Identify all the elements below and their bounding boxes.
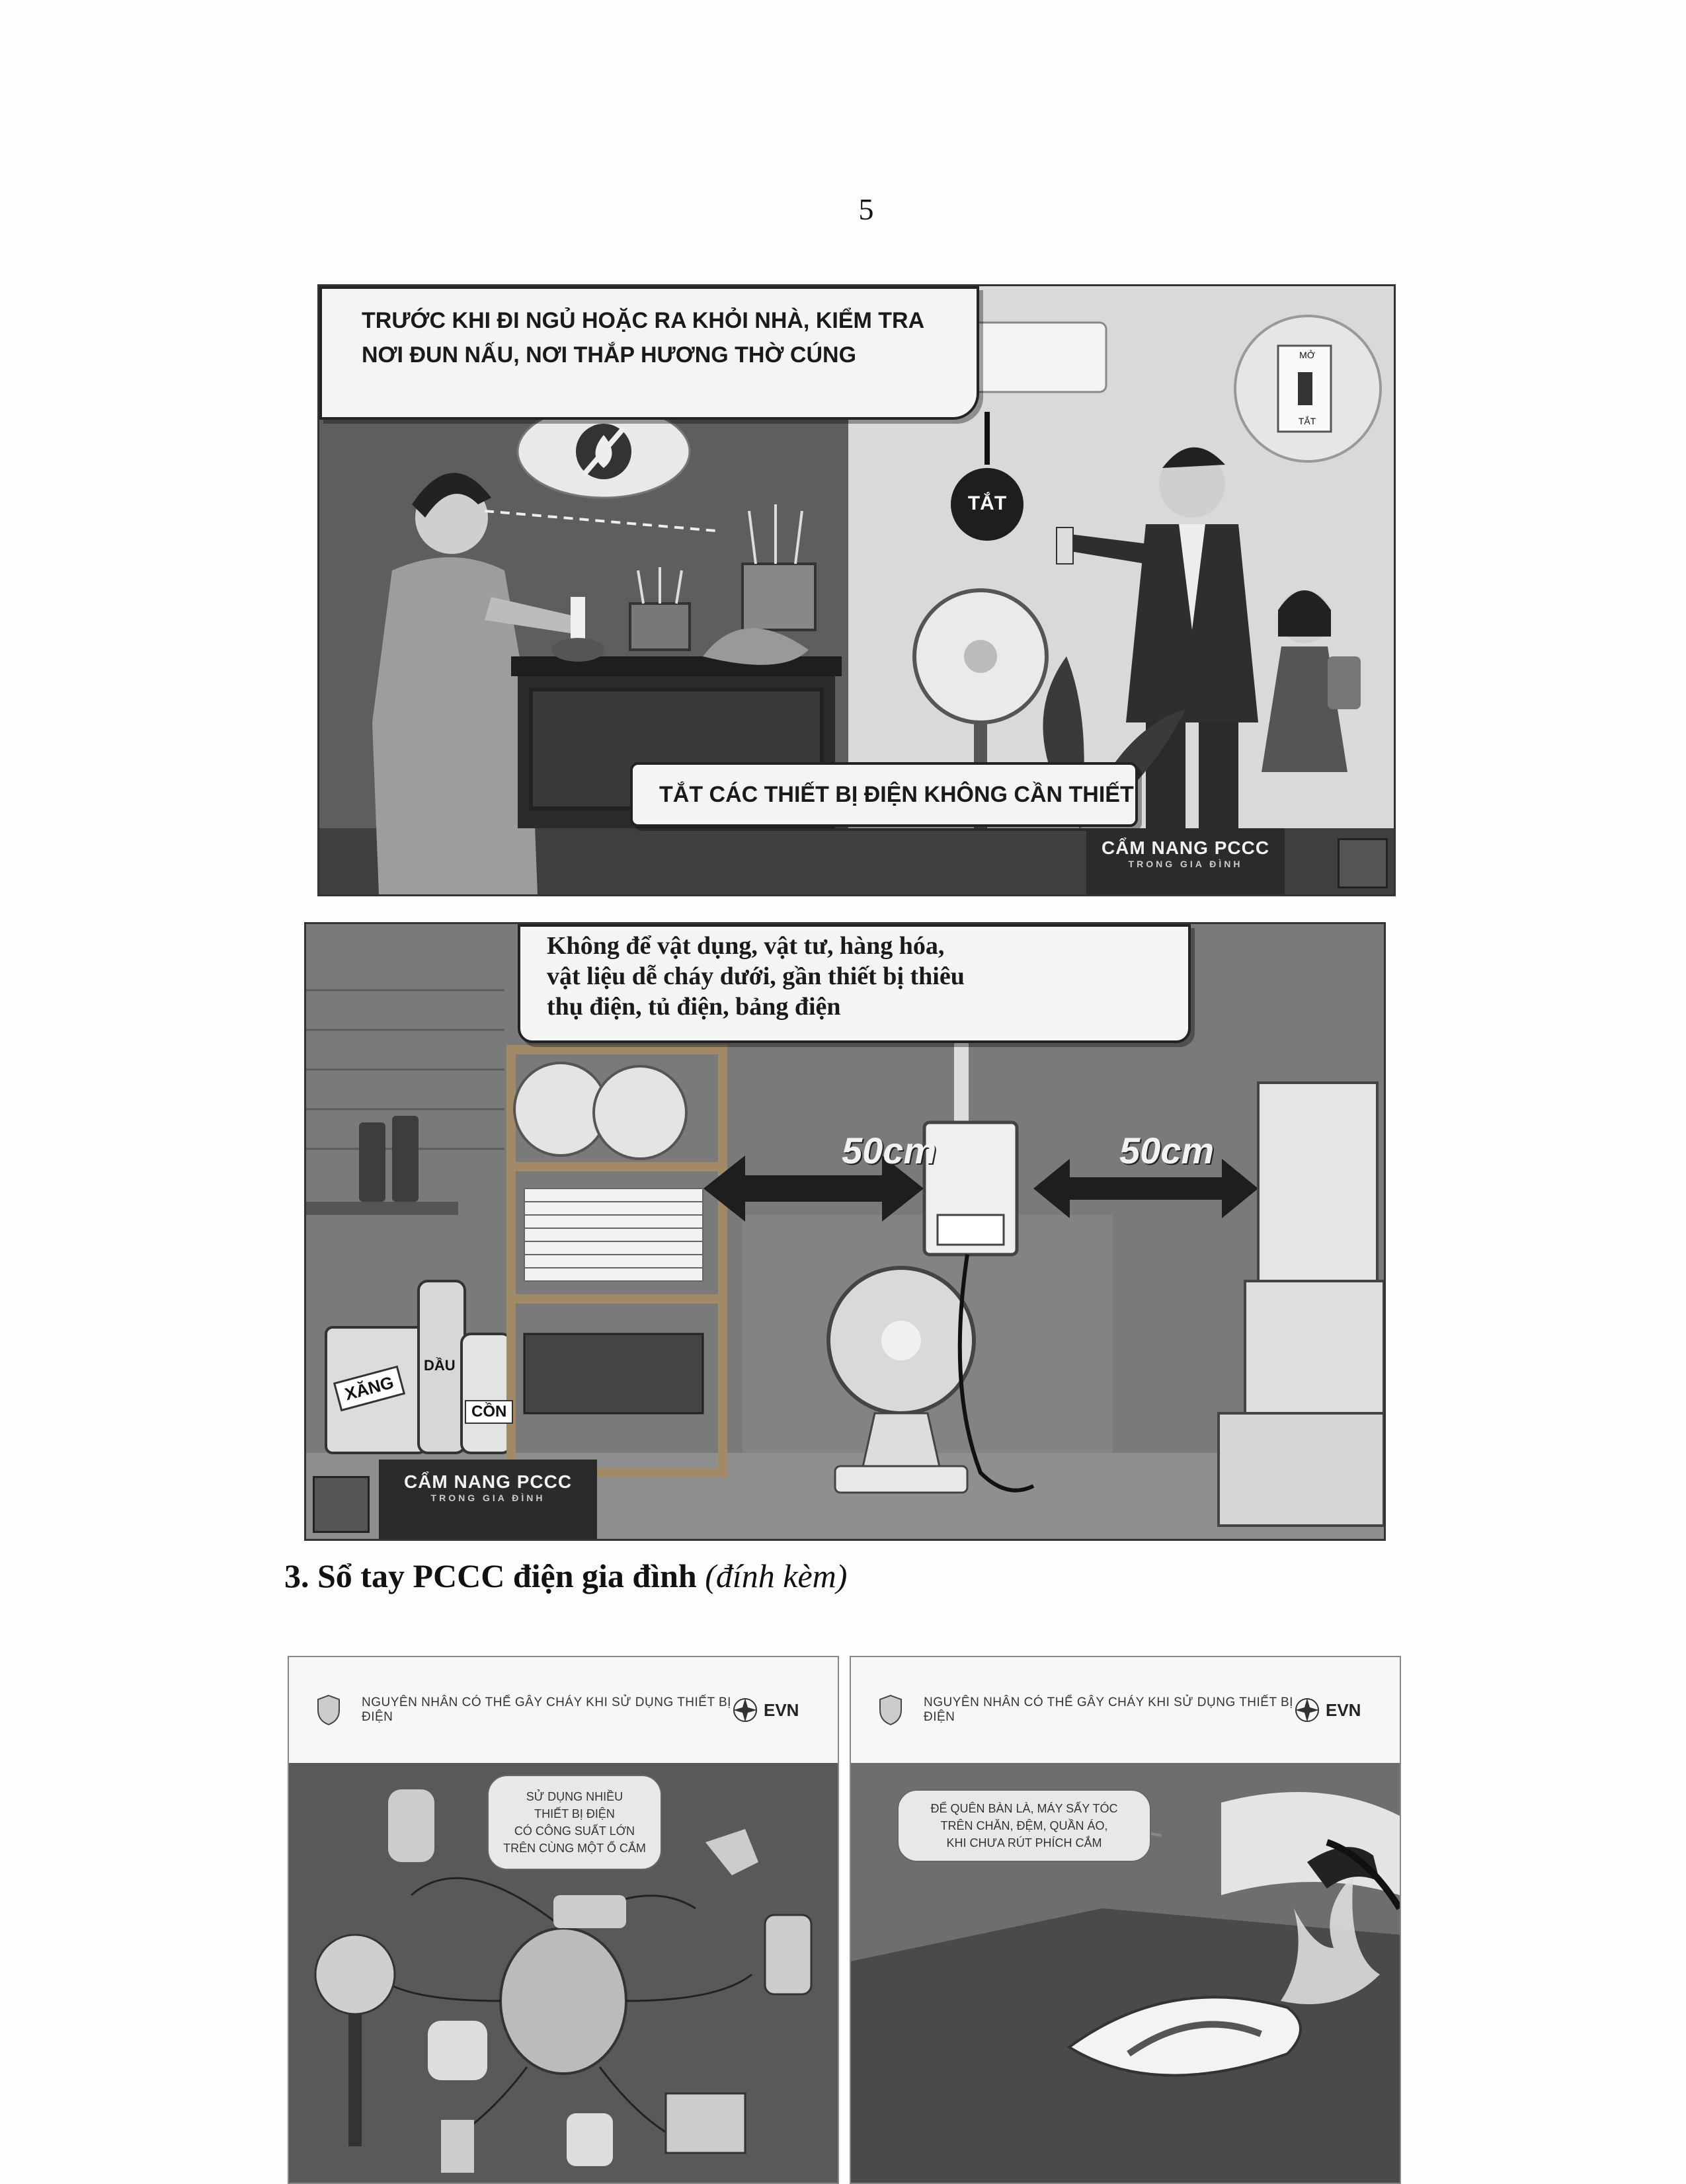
evn-star-icon [732, 1697, 758, 1723]
leaflet-1 [288, 1656, 839, 2184]
panel-2-caption-line-1: Không để vật dụng, vật tư, hàng hóa, [547, 932, 945, 960]
shield-icon [315, 1694, 342, 1726]
panel-2-caption [518, 924, 1191, 1043]
leaflet-1-bubble-line-1: SỬ DỤNG NHIỀU [526, 1790, 623, 1803]
off-label: TẮT [967, 492, 1007, 514]
panel-1-badge [1086, 828, 1285, 896]
panel-2-caption-line-2: vật liệu dễ cháy dưới, gần thiết bị thiêu [547, 962, 965, 990]
section-heading [284, 1557, 1342, 1595]
panel-1-caption-line-2: NƠI ĐUN NẤU, NƠI THẮP HƯƠNG THỜ CÚNG [362, 342, 857, 368]
panel-2-badge-subtitle: TRONG GIA ĐÌNH [430, 1493, 545, 1503]
panel-1-caption-line-1: TRƯỚC KHI ĐI NGỦ HOẶC RA KHỎI NHÀ, KIỂM TRA [362, 308, 925, 333]
panel-2-caption-line-3: thụ điện, tủ điện, bảng điện [547, 993, 841, 1021]
leaflet-1-bubble-line-3: CÓ CÔNG SUẤT LỚN [514, 1824, 635, 1838]
panel-2-badge [379, 1460, 597, 1541]
evn-logo [1294, 1697, 1361, 1723]
leaflet-2-bubble-line-2: TRÊN CHĂN, ĐỆM, QUẦN ÁO, [940, 1819, 1108, 1832]
leaflet-2-illustration [851, 1763, 1400, 2183]
switch-off-label: TẮT [1298, 416, 1316, 426]
leaflet-1-title: NGUYÊN NHÂN CÓ THỂ GÂY CHÁY KHI SỬ DỤNG THIẾT BỊ ĐIỆN [362, 1696, 731, 1724]
leaflet-2 [850, 1656, 1401, 2184]
leaflet-2-bubble [897, 1789, 1151, 1862]
leaflet-2-bubble-line-3: KHI CHƯA RÚT PHÍCH CẮM [946, 1836, 1102, 1850]
leaflet-1-bubble [487, 1775, 662, 1870]
leaflet-1-bubble-line-2: THIẾT BỊ ĐIỆN [534, 1807, 615, 1820]
evn-brand: EVN [764, 1699, 799, 1720]
leaflet-1-illustration [289, 1763, 838, 2183]
switch-on-label: MỞ [1299, 350, 1315, 360]
section-note: (đính kèm) [705, 1557, 848, 1594]
illustration-panel-bedtime-check [317, 284, 1396, 896]
label-con: CỒN [465, 1400, 513, 1424]
leaflet-1-header [289, 1657, 838, 1763]
leaflet-2-title: NGUYÊN NHÂN CÓ THỂ GÂY CHÁY KHI SỬ DỤNG THIẾT BỊ ĐIỆN [924, 1696, 1293, 1724]
panel-1-caption [319, 286, 979, 420]
panel-1-badge-subtitle: TRONG GIA ĐÌNH [1128, 859, 1243, 869]
section-title: 3. Sổ tay PCCC điện gia đình [284, 1557, 697, 1594]
panel-2-badge-title: CẨM NANG PCCC [403, 1471, 573, 1492]
panel-1-bottom-caption: TẮT CÁC THIẾT BỊ ĐIỆN KHÔNG CẦN THIẾT [630, 762, 1138, 827]
distance-left-label: 50cm [842, 1130, 937, 1171]
illustration-panel-clearance [304, 922, 1386, 1541]
distance-right-label: 50cm [1119, 1130, 1215, 1171]
evn-star-icon [1294, 1697, 1320, 1723]
shield-icon [877, 1694, 904, 1726]
label-xang: XĂNG [333, 1366, 405, 1412]
panel-1-badge-square [1338, 838, 1388, 888]
page-number: 5 [858, 192, 874, 226]
leaflet-1-bubble-line-4: TRÊN CÙNG MỘT Ổ CẮM [503, 1842, 646, 1855]
label-dau: DẦU [424, 1357, 456, 1374]
evn-brand: EVN [1326, 1699, 1361, 1720]
panel-1-badge-title: CẨM NANG PCCC [1101, 838, 1270, 858]
leaflet-2-header [851, 1657, 1400, 1763]
panel-2-badge-square [313, 1476, 370, 1533]
leaflet-2-bubble-line-1: ĐỂ QUÊN BÀN LÀ, MÁY SẤY TÓC [930, 1802, 1118, 1815]
evn-logo [732, 1697, 799, 1723]
